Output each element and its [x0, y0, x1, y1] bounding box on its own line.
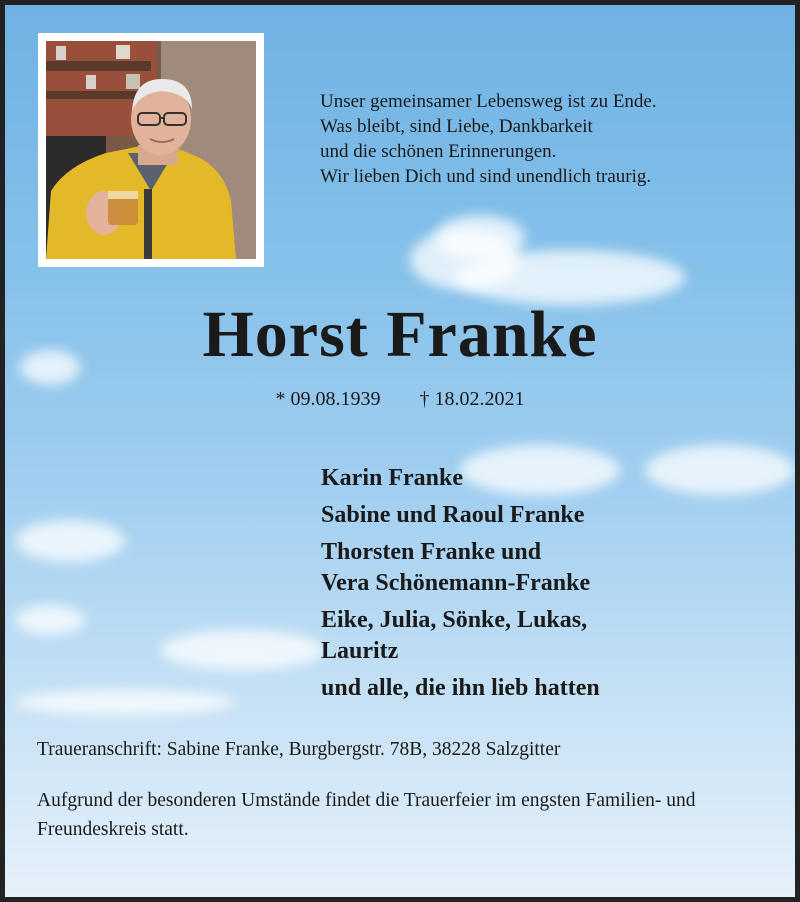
deceased-name: Horst Franke: [202, 298, 598, 371]
portrait-photo: [46, 41, 256, 259]
mourner-entry: Karin Franke: [321, 465, 463, 491]
mourning-address: Traueranschrift: Sabine Franke, Burgbergstr. 78B, 38228 Salzgitter: [37, 739, 561, 760]
mourner-entry: Eike, Julia, Sönke, Lukas, Lauritz: [321, 607, 588, 664]
cloud: [435, 215, 525, 260]
quote-line: Was bleibt, sind Liebe, Dankbarkeit: [320, 116, 593, 137]
quote-line: Wir lieben Dich und sind unendlich traurig.: [320, 166, 652, 187]
portrait-frame: [38, 33, 264, 267]
birth-date: * 09.08.1939: [275, 388, 381, 410]
cloud: [15, 690, 235, 715]
death-date: † 18.02.2021: [419, 388, 525, 410]
mourner-entry: Thorsten Franke und Vera Schönemann-Franke: [321, 539, 591, 596]
cloud: [15, 520, 125, 562]
obituary-notice: [5, 5, 795, 897]
portrait-illustration: [46, 41, 256, 259]
life-dates: [5, 388, 795, 411]
mourners-list: [321, 463, 600, 710]
cloud: [15, 605, 85, 635]
mourner-entry: und alle, die ihn lieb hatten: [321, 675, 600, 701]
cloud: [160, 630, 325, 670]
cloud: [645, 445, 795, 495]
funeral-notice: Aufgrund der besonderen Umstände findet die Trauerfeier im engsten Familien- und Freundeskreis statt.: [37, 790, 696, 840]
quote-line: Unser gemeinsamer Lebensweg ist zu Ende.: [320, 91, 657, 112]
mourner-entry: Sabine und Raoul Franke: [321, 502, 585, 528]
quote-line: und die schönen Erinnerungen.: [320, 141, 557, 162]
memorial-quote: [320, 89, 657, 189]
